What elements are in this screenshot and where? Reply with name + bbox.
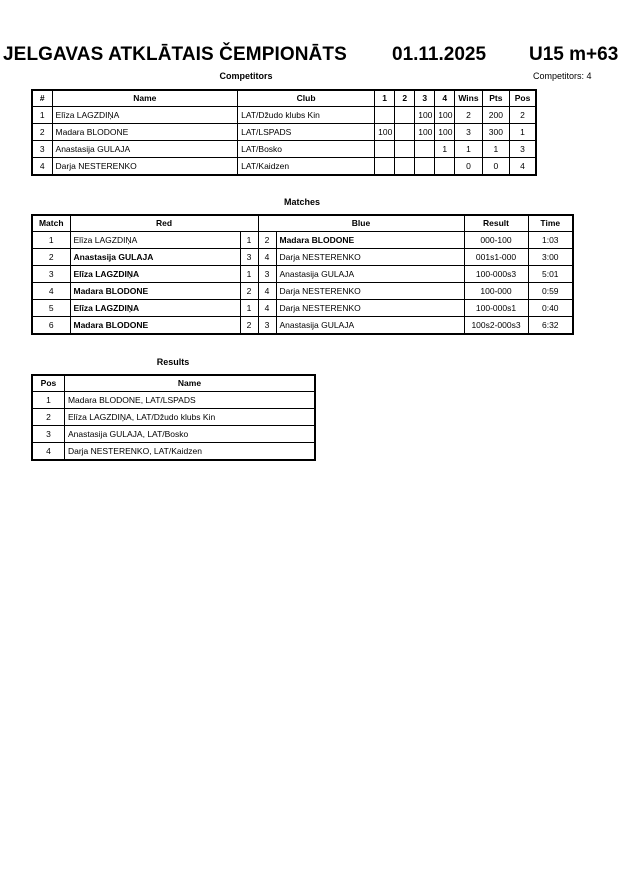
score-cell: 100 (435, 124, 455, 141)
event-date: 01.11.2025 (392, 44, 487, 65)
red-competitor: Elīza LAGZDIŅA (70, 232, 240, 249)
col-header-match: Match (32, 215, 70, 232)
result-name: Elīza LAGZDIŅA, LAT/Džudo klubs Kin (64, 409, 315, 426)
competitor-pts: 200 (482, 107, 509, 124)
col-header-num: # (32, 90, 52, 107)
table-row (32, 443, 315, 461)
col-header-time: Time (528, 215, 573, 232)
competitor-club: LAT/LSPADS (238, 124, 375, 141)
result-name: Darja NESTERENKO, LAT/Kaidzen (64, 443, 315, 461)
table-row (32, 141, 536, 158)
match-number: 3 (32, 266, 70, 283)
blue-competitor: Darja NESTERENKO (276, 300, 464, 317)
results-section-title: Results (156, 357, 190, 367)
competitor-pos: 1 (510, 124, 536, 141)
col-header-score-4: 4 (435, 90, 455, 107)
col-header-name: Name (64, 375, 315, 392)
score-cell (395, 141, 415, 158)
match-time: 5:01 (528, 266, 573, 283)
table-row (32, 300, 573, 317)
match-result: 100-000s1 (464, 300, 528, 317)
match-result: 000-100 (464, 232, 528, 249)
col-header-club: Club (238, 90, 375, 107)
page-title: JELGAVAS ATKLĀTAIS ČEMPIONĀTS (3, 44, 347, 65)
matches-header-row (32, 215, 573, 232)
blue-competitor-num: 4 (258, 249, 276, 266)
blue-competitor: Anastasija GULAJA (276, 266, 464, 283)
score-cell (395, 158, 415, 176)
score-cell: 100 (415, 107, 435, 124)
col-header-blue: Blue (258, 215, 464, 232)
blue-competitor: Darja NESTERENKO (276, 283, 464, 300)
red-competitor-num: 1 (240, 266, 258, 283)
match-result: 100s2-000s3 (464, 317, 528, 335)
competitor-name: Madara BLODONE (52, 124, 238, 141)
result-pos: 4 (32, 443, 64, 461)
blue-competitor-num: 4 (258, 300, 276, 317)
results-table (31, 374, 316, 461)
col-header-red: Red (70, 215, 258, 232)
col-header-result: Result (464, 215, 528, 232)
red-competitor: Madara BLODONE (70, 317, 240, 335)
score-cell (435, 158, 455, 176)
match-result: 100-000 (464, 283, 528, 300)
blue-competitor-num: 3 (258, 266, 276, 283)
match-number: 4 (32, 283, 70, 300)
matches-section-title: Matches (283, 197, 320, 207)
competitors-header-row (32, 90, 536, 107)
table-row (32, 266, 573, 283)
blue-competitor-num: 3 (258, 317, 276, 335)
table-row (32, 107, 536, 124)
table-row (32, 158, 536, 176)
competitor-wins: 2 (455, 107, 482, 124)
red-competitor-num: 1 (240, 300, 258, 317)
red-competitor-num: 1 (240, 232, 258, 249)
competitor-num: 1 (32, 107, 52, 124)
col-header-pts: Pts (482, 90, 509, 107)
score-cell (415, 141, 435, 158)
competitor-pts: 1 (482, 141, 509, 158)
table-row (32, 392, 315, 409)
competitor-num: 2 (32, 124, 52, 141)
score-cell (415, 158, 435, 176)
red-competitor: Elīza LAGZDIŅA (70, 266, 240, 283)
match-result: 100-000s3 (464, 266, 528, 283)
col-header-score-2: 2 (395, 90, 415, 107)
score-cell (375, 107, 395, 124)
match-number: 2 (32, 249, 70, 266)
table-row (32, 249, 573, 266)
red-competitor-num: 3 (240, 249, 258, 266)
competitors-table (31, 89, 537, 176)
red-competitor: Elīza LAGZDIŅA (70, 300, 240, 317)
competitor-wins: 1 (455, 141, 482, 158)
table-row (32, 409, 315, 426)
red-competitor: Anastasija GULAJA (70, 249, 240, 266)
competitor-name: Anastasija GULAJA (52, 141, 238, 158)
table-row (32, 283, 573, 300)
score-cell (375, 158, 395, 176)
match-time: 0:40 (528, 300, 573, 317)
score-cell: 100 (435, 107, 455, 124)
competitor-pos: 4 (510, 158, 536, 176)
competitor-club: LAT/Bosko (238, 141, 375, 158)
table-row (32, 426, 315, 443)
col-header-score-3: 3 (415, 90, 435, 107)
col-header-wins: Wins (455, 90, 482, 107)
result-pos: 3 (32, 426, 64, 443)
blue-competitor-num: 4 (258, 283, 276, 300)
competitors-count: Competitors: 4 (533, 71, 592, 81)
match-time: 1:03 (528, 232, 573, 249)
blue-competitor: Darja NESTERENKO (276, 249, 464, 266)
competitor-club: LAT/Kaidzen (238, 158, 375, 176)
result-name: Madara BLODONE, LAT/LSPADS (64, 392, 315, 409)
weight-category: U15 m+63 (529, 44, 619, 65)
match-number: 6 (32, 317, 70, 335)
result-pos: 2 (32, 409, 64, 426)
score-cell: 100 (415, 124, 435, 141)
table-row (32, 232, 573, 249)
competitor-pts: 300 (482, 124, 509, 141)
competitors-section-title: Competitors (219, 71, 273, 81)
score-cell: 100 (375, 124, 395, 141)
result-name: Anastasija GULAJA, LAT/Bosko (64, 426, 315, 443)
score-cell (395, 107, 415, 124)
result-pos: 1 (32, 392, 64, 409)
red-competitor: Madara BLODONE (70, 283, 240, 300)
competitor-num: 3 (32, 141, 52, 158)
competitor-name: Elīza LAGZDIŅA (52, 107, 238, 124)
table-row (32, 124, 536, 141)
col-header-name: Name (52, 90, 238, 107)
competitor-wins: 0 (455, 158, 482, 176)
table-row (32, 317, 573, 335)
competitor-pts: 0 (482, 158, 509, 176)
competitor-pos: 3 (510, 141, 536, 158)
match-time: 6:32 (528, 317, 573, 335)
competitor-wins: 3 (455, 124, 482, 141)
score-cell (395, 124, 415, 141)
col-header-pos: Pos (510, 90, 536, 107)
match-result: 001s1-000 (464, 249, 528, 266)
competitor-name: Darja NESTERENKO (52, 158, 238, 176)
red-competitor-num: 2 (240, 317, 258, 335)
red-competitor-num: 2 (240, 283, 258, 300)
score-cell: 1 (435, 141, 455, 158)
competitor-club: LAT/Džudo klubs Kin (238, 107, 375, 124)
competitor-num: 4 (32, 158, 52, 176)
match-time: 3:00 (528, 249, 573, 266)
results-header-row (32, 375, 315, 392)
blue-competitor: Madara BLODONE (276, 232, 464, 249)
score-cell (375, 141, 395, 158)
match-number: 5 (32, 300, 70, 317)
col-header-score-1: 1 (375, 90, 395, 107)
col-header-pos: Pos (32, 375, 64, 392)
blue-competitor-num: 2 (258, 232, 276, 249)
blue-competitor: Anastasija GULAJA (276, 317, 464, 335)
match-number: 1 (32, 232, 70, 249)
matches-table (31, 214, 574, 335)
competitor-pos: 2 (510, 107, 536, 124)
match-time: 0:59 (528, 283, 573, 300)
